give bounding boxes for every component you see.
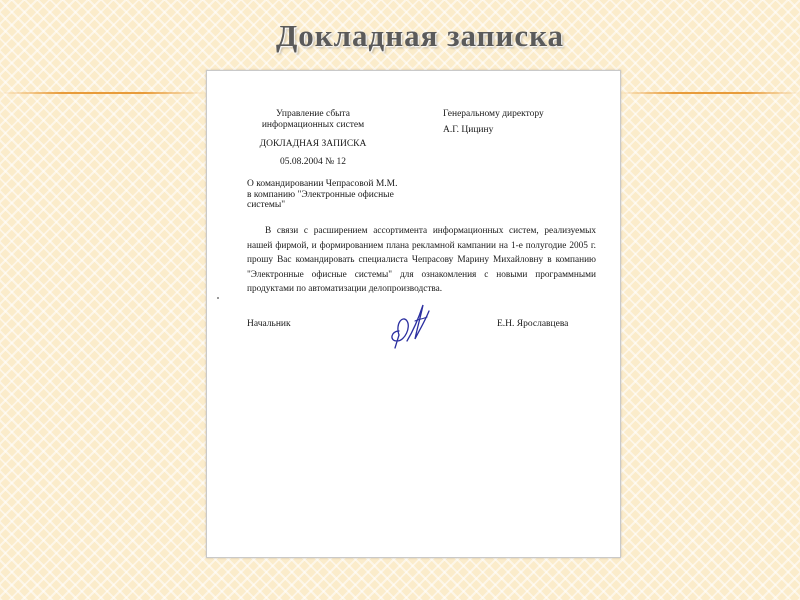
sender-department-line-2: информационных систем	[261, 120, 365, 130]
document-date-number: 05.08.2004 № 12	[279, 157, 347, 167]
slide-title: Докладная записка	[275, 18, 565, 53]
right-divider-rule	[619, 92, 800, 94]
signer-title: Начальник	[247, 319, 291, 329]
subject-line-3: системы"	[247, 200, 286, 210]
left-divider-rule	[0, 92, 206, 94]
handwritten-signature-icon	[385, 301, 437, 349]
signer-name: Е.Н. Ярославцева	[497, 319, 569, 329]
subject-line-1: О командировании Чепрасовой М.М.	[247, 179, 398, 189]
recipient-name: А.Г. Цицину	[443, 125, 494, 135]
sender-department	[253, 109, 373, 131]
memo-document	[206, 70, 621, 558]
document-type: ДОКЛАДНАЯ ЗАПИСКА	[259, 139, 367, 149]
sender-department-line-1: Управление сбыта	[275, 109, 351, 119]
recipient-block	[443, 109, 544, 136]
scan-dot-mark	[217, 297, 219, 299]
subject-line-2: в компанию "Электронные офисные	[247, 189, 394, 200]
document-subject	[247, 179, 398, 211]
memo-body-text: В связи с расширением ассортимента информационных систем, реализуемых нашей фирмой, и формированием плана рекламной кампании на 1-е полугодие 2005 г. прошу Вас командировать специалиста Чепрасову Марину Михайловну в компанию "Электронные офисные системы" для ознакомления с новыми программными продуктами по автоматизации делопроизводства.	[247, 226, 596, 295]
recipient-position: Генеральному директору	[443, 109, 544, 119]
